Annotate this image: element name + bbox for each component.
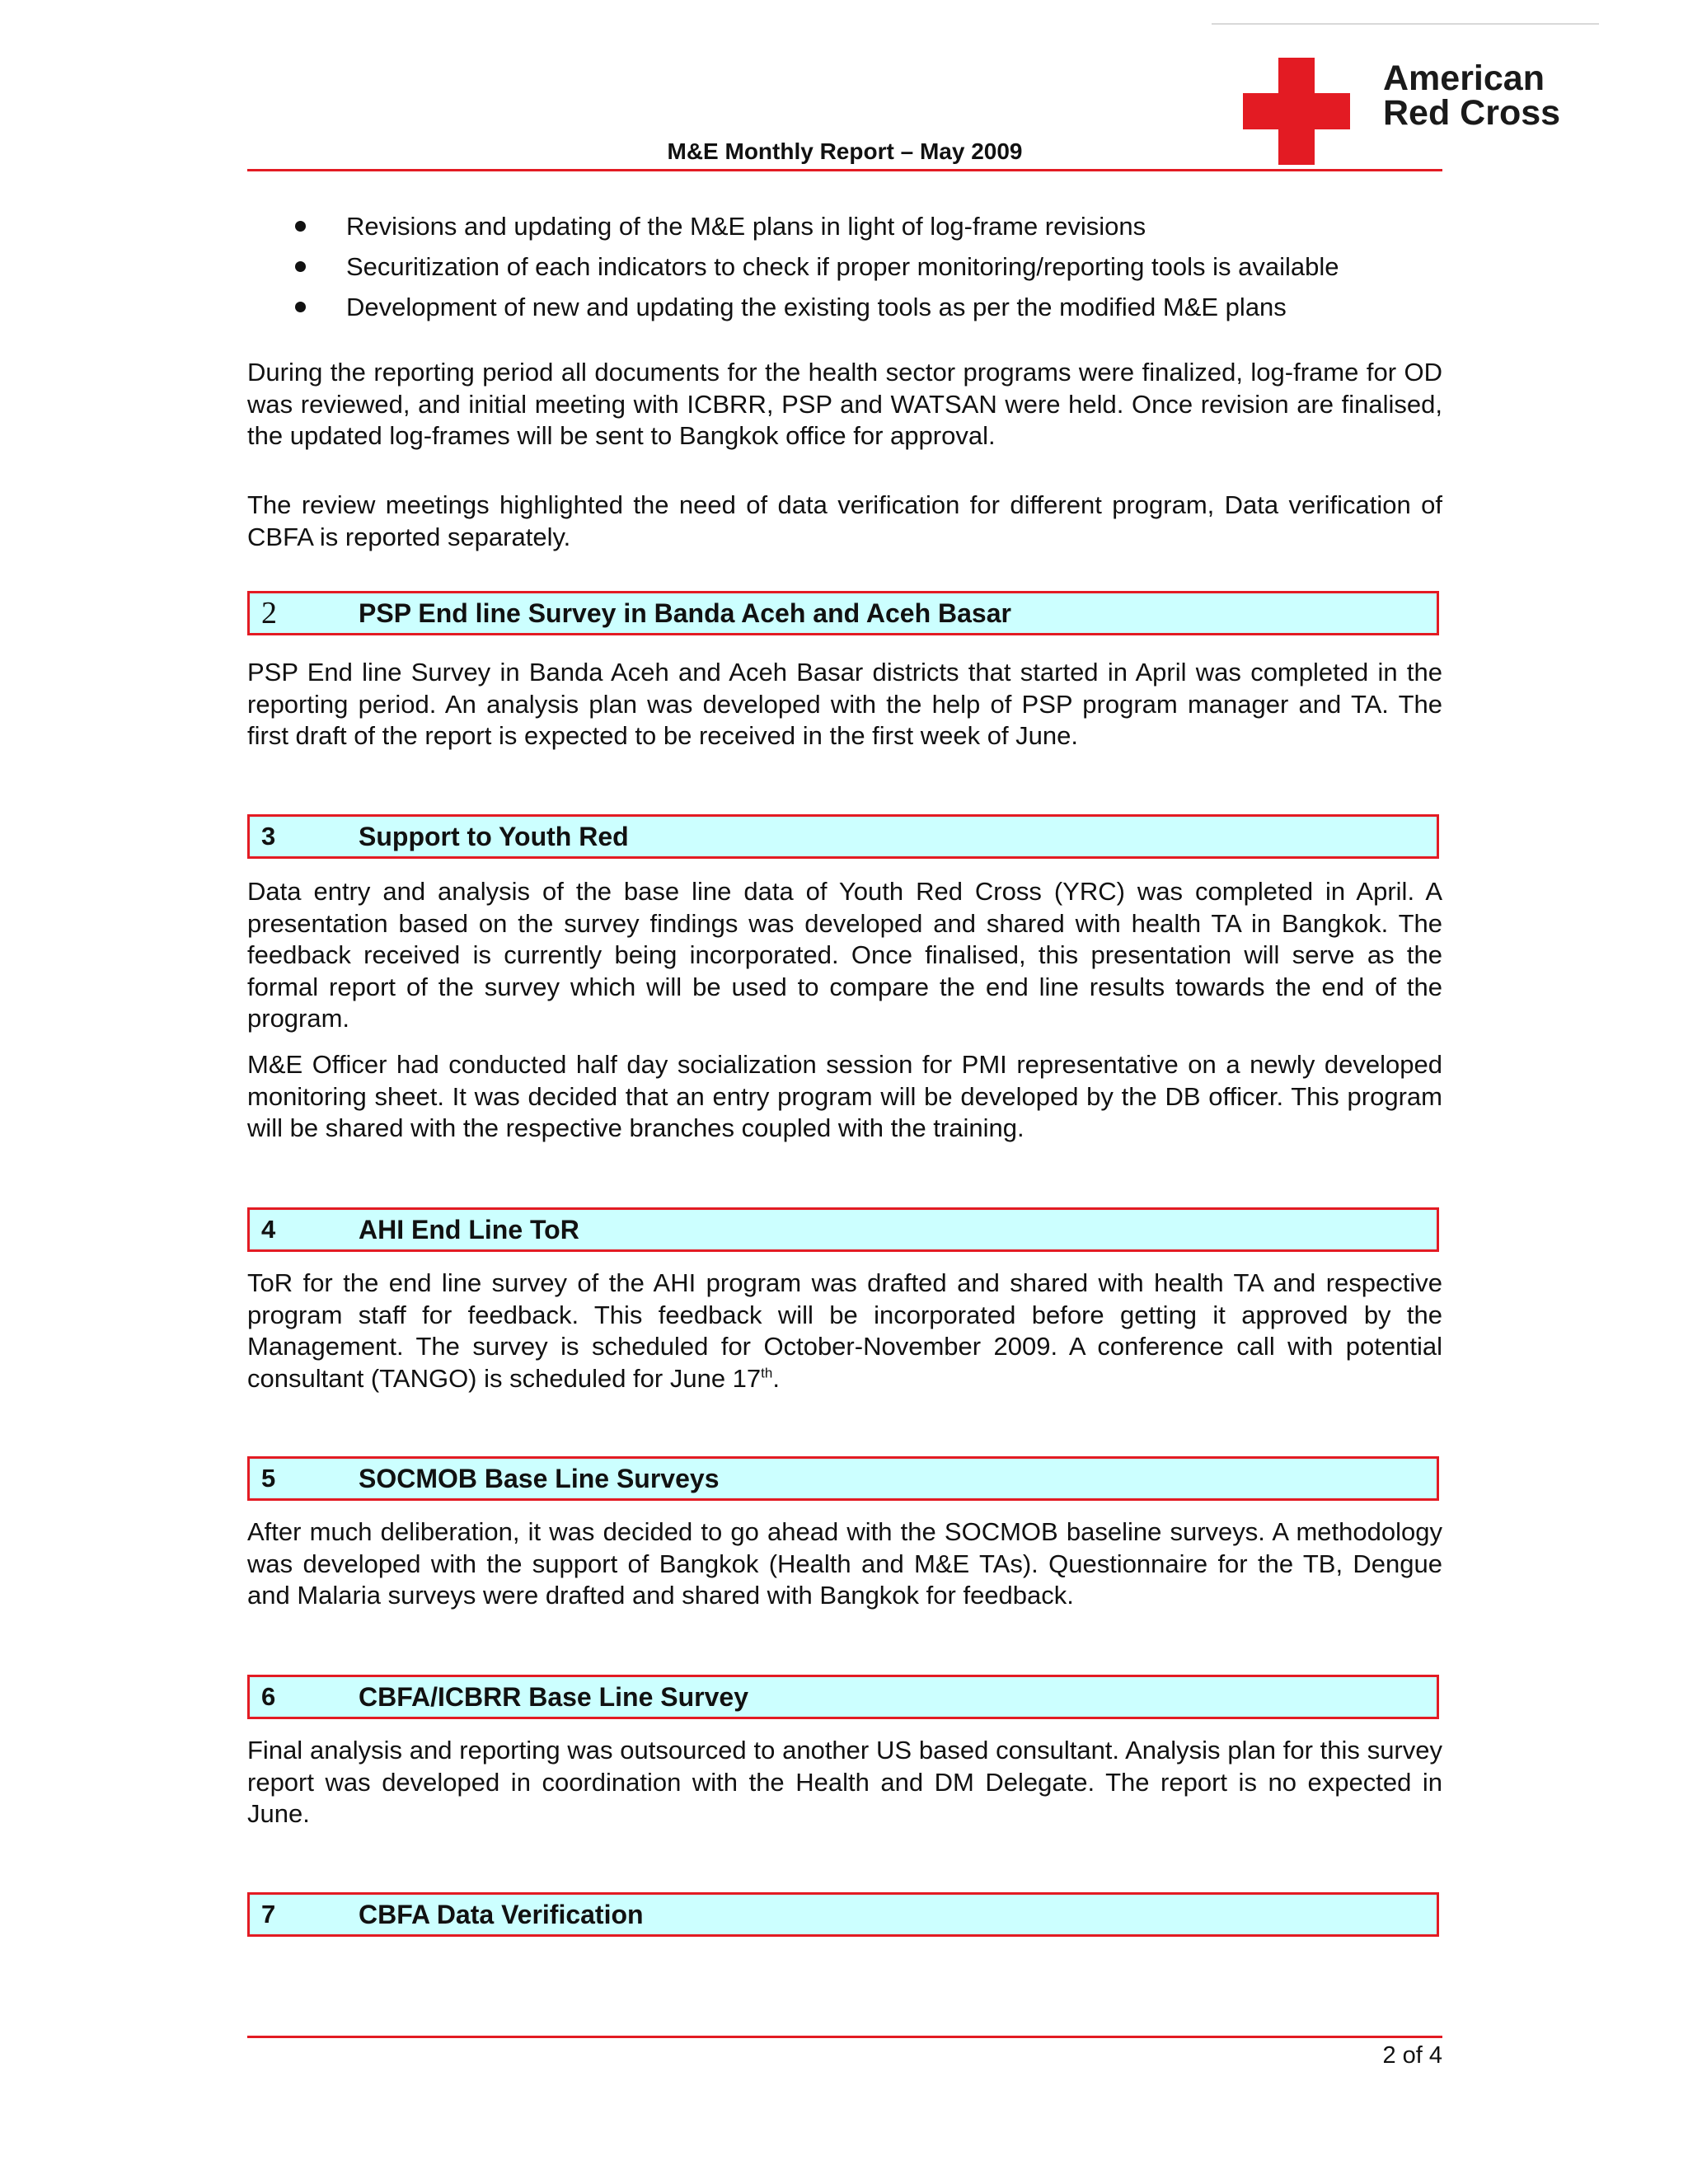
section-heading-2 bbox=[247, 591, 1439, 635]
list-item: Securitization of each indicators to check if proper monitoring/reporting tools is available bbox=[247, 246, 1442, 287]
intro-paragraph: During the reporting period all documents for the health sector programs were finalized, log-frame for OD was reviewed, and initial meeting with ICBRR, PSP and WATSAN were held. Once revision are finalised, the updated log-frames will be sent to Bangkok office for approval. bbox=[247, 358, 1442, 450]
section-heading-3 bbox=[247, 814, 1439, 859]
list-item: Development of new and updating the existing tools as per the modified M&E plans bbox=[247, 287, 1442, 327]
section-paragraph: M&E Officer had conducted half day socialization session for PMI representative on a newly developed monitoring sheet. It was decided that an entry program will be developed by the DB officer. This program will be shared with the respective branches coupled with the training. bbox=[247, 1050, 1442, 1142]
bullet-icon bbox=[295, 302, 306, 312]
bullet-icon bbox=[295, 221, 306, 232]
intro-bullet-list bbox=[247, 206, 1442, 327]
section-number: 2 bbox=[261, 596, 277, 630]
section-title: Support to Youth Red bbox=[359, 822, 629, 851]
section-paragraph: ToR for the end line survey of the AHI program was drafted and shared with health TA and respective program staff for feedback. This feedback will be incorporated before getting it approved by the Management. The survey is scheduled for October-November 2009. A conference call with potential consultant (TANGO) is scheduled for June 17th. bbox=[247, 1268, 1442, 1393]
section-paragraph: Data entry and analysis of the base line data of Youth Red Cross (YRC) was completed in April. A presentation based on the survey findings was developed and shared with health TA in Bangkok. The feedback received is currently being incorporated. Once finalised, this presentation will serve as the formal report of the survey which will be used to compare the end line results towards the end of the program. bbox=[247, 877, 1442, 1033]
superscript: th bbox=[761, 1365, 773, 1381]
bullet-icon bbox=[295, 261, 306, 272]
section-number: 4 bbox=[261, 1215, 276, 1244]
section-number: 5 bbox=[261, 1464, 276, 1493]
section-heading-6 bbox=[247, 1675, 1439, 1719]
section-number: 3 bbox=[261, 822, 276, 851]
section-title: CBFA/ICBRR Base Line Survey bbox=[359, 1682, 749, 1712]
logo-text bbox=[1383, 59, 1561, 133]
top-rule bbox=[1212, 23, 1599, 25]
header-rule bbox=[247, 169, 1442, 171]
intro-paragraph: The review meetings highlighted the need of data verification for different program, Data verification of CBFA is reported separately. bbox=[247, 490, 1442, 551]
section-paragraph: After much deliberation, it was decided to go ahead with the SOCMOB baseline surveys. A methodology was developed with the support of Bangkok (Health and M&E TAs). Questionnaire for the TB, Dengue and Malaria surveys were drafted and shared with Bangkok for feedback. bbox=[247, 1517, 1442, 1610]
section-paragraph: Final analysis and reporting was outsourced to another US based consultant. Analysis plan for this survey report was developed in coordination with the Health and DM Delegate. The report is no expected in June. bbox=[247, 1736, 1442, 1828]
section-title: AHI End Line ToR bbox=[359, 1215, 579, 1244]
section-title: CBFA Data Verification bbox=[359, 1900, 644, 1929]
section-title: PSP End line Survey in Banda Aceh and Aceh Basar bbox=[359, 598, 1011, 628]
section-heading-7 bbox=[247, 1892, 1439, 1937]
logo-line-1: American bbox=[1383, 59, 1545, 98]
page-number: 2 of 4 bbox=[1382, 2042, 1442, 2069]
section-heading-4 bbox=[247, 1207, 1439, 1252]
footer-rule bbox=[247, 2036, 1442, 2038]
list-item: Revisions and updating of the M&E plans in light of log-frame revisions bbox=[247, 206, 1442, 246]
section-paragraph: PSP End line Survey in Banda Aceh and Aceh Basar districts that started in April was completed in the reporting period. An analysis plan was developed with the help of PSP program manager and TA. The first draft of the report is expected to be received in the first week of June. bbox=[247, 658, 1442, 750]
section-number: 6 bbox=[261, 1682, 276, 1711]
report-title: M&E Monthly Report – May 2009 bbox=[667, 138, 1023, 164]
logo-line-2: Red Cross bbox=[1383, 93, 1561, 133]
section-number: 7 bbox=[261, 1900, 276, 1929]
section-title: SOCMOB Base Line Surveys bbox=[359, 1464, 720, 1493]
section-heading-5 bbox=[247, 1456, 1439, 1501]
